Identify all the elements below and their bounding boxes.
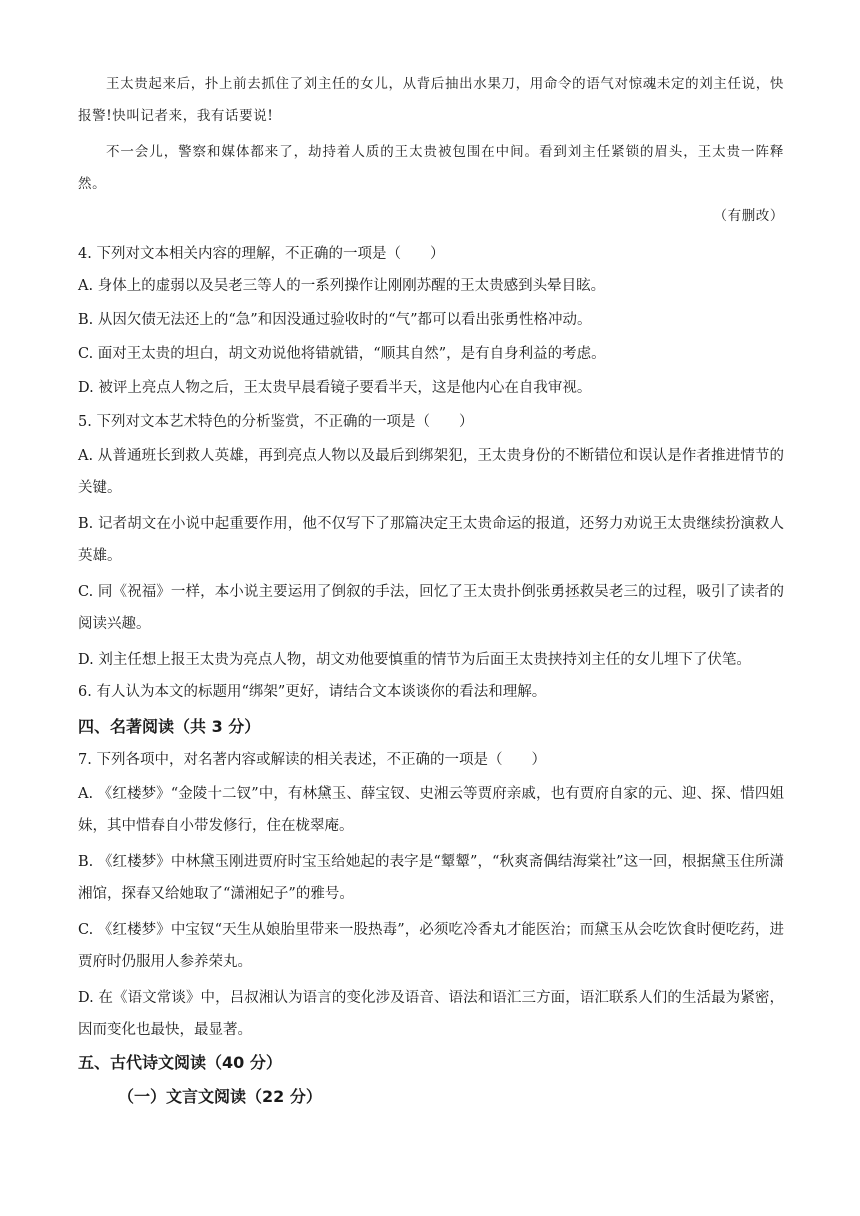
- section-5-subheading: （一）文言文阅读（22 分）: [118, 1087, 322, 1106]
- question-7-option-b: B. 《红楼梦》中林黛玉刚进贾府时宝玉给她起的表字是“颦颦”，“秋爽斋偶结海棠社”这一回，根据黛玉住所潇湘馆，探春又给她取了“潇湘妃子”的雅号。: [78, 854, 784, 902]
- story-paragraph-2: 不一会儿，警察和媒体都来了，劫持着人质的王太贵被包围在中间。看到刘主任紧锁的眉头，王太贵一阵释然。: [78, 144, 784, 192]
- question-7-stem: 7. 下列各项中，对名著内容或解读的相关表述，不正确的一项是（ ）: [78, 752, 546, 768]
- question-4-option-d: D. 被评上亮点人物之后，王太贵早晨看镜子要看半天，这是他内心在自我审视。: [78, 380, 592, 396]
- question-5-option-c: C. 同《祝福》一样，本小说主要运用了倒叙的手法，回忆了王太贵扑倒张勇拯救吴老三的过程，吸引了读者的阅读兴趣。: [78, 584, 784, 632]
- question-4-stem: 4. 下列对文本相关内容的理解，不正确的一项是（ ）: [78, 246, 445, 262]
- section-5-heading: 五、古代诗文阅读（40 分）: [78, 1053, 282, 1072]
- story-paragraph-1: 王太贵起来后，扑上前去抓住了刘主任的女儿，从背后抽出水果刀，用命令的语气对惊魂未定的刘主任说，快报警!快叫记者来，我有话要说!: [78, 76, 784, 124]
- question-7-option-d: D. 在《语文常谈》中，吕叔湘认为语言的变化涉及语音、语法和语汇三方面，语汇联系人们的生活最为紧密，因而变化也最快，最显著。: [78, 990, 784, 1038]
- question-4-option-c: C. 面对王太贵的坦白，胡文劝说他将错就错，“顺其自然”，是有自身利益的考虑。: [78, 346, 606, 362]
- section-4-heading: 四、名著阅读（共 3 分）: [78, 717, 261, 736]
- question-7-option-c: C. 《红楼梦》中宝钗“天生从娘胎里带来一股热毒”，必须吃冷香丸才能医治；而黛玉从会吃饮食时便吃药，进贾府时仍服用人参养荣丸。: [78, 922, 784, 970]
- question-4-option-b: B. 从因欠债无法还上的“急”和因没通过验收时的“气”都可以看出张勇性格冲动。: [78, 312, 592, 328]
- question-5-option-a: A. 从普通班长到救人英雄，再到亮点人物以及最后到绑架犯，王太贵身份的不断错位和误认是作者推进情节的关键。: [78, 448, 784, 496]
- question-5-option-d: D. 刘主任想上报王太贵为亮点人物，胡文劝他要慎重的情节为后面王太贵挟持刘主任的女儿埋下了伏笔。: [78, 652, 751, 668]
- question-5-option-b: B. 记者胡文在小说中起重要作用，他不仅写下了那篇决定王太贵命运的报道，还努力劝说王太贵继续扮演救人英雄。: [78, 516, 784, 564]
- question-7-option-a: A. 《红楼梦》“金陵十二钗”中，有林黛玉、薛宝钗、史湘云等贾府亲戚，也有贾府自家的元、迎、探、惜四姐妹，其中惜春自小带发修行，住在栊翠庵。: [78, 786, 784, 834]
- question-5-stem: 5. 下列对文本艺术特色的分析鉴赏，不正确的一项是（ ）: [78, 414, 474, 430]
- source-note: （有删改）: [713, 208, 784, 224]
- question-6-stem: 6. 有人认为本文的标题用“绑架”更好，请结合文本谈谈你的看法和理解。: [78, 684, 547, 700]
- question-4-option-a: A. 身体上的虚弱以及吴老三等人的一系列操作让刚刚苏醒的王太贵感到头晕目眩。: [78, 278, 606, 294]
